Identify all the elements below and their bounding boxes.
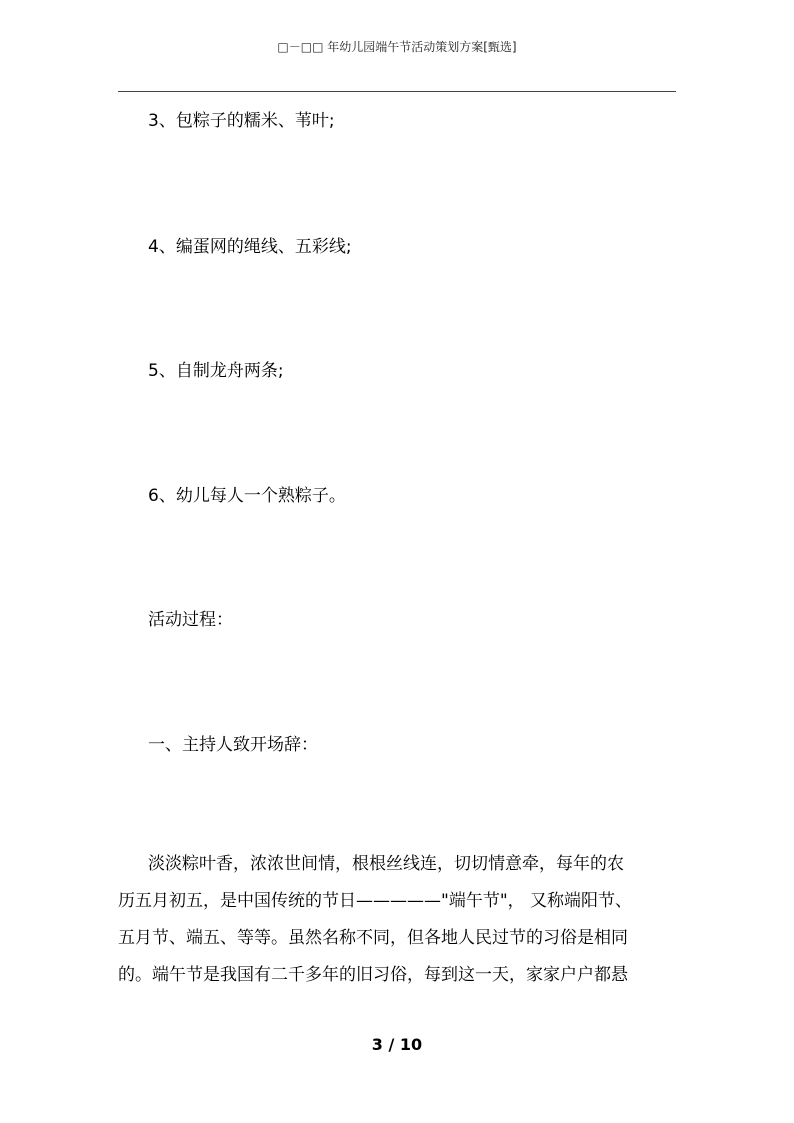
page-header-title: □－□□ 年幼儿园端午节活动策划方案[甄选] (277, 40, 517, 54)
list-item-zongzi: 6、幼儿每人一个熟粽子。 (148, 486, 346, 506)
paragraph-line: 五月节、端五、等等。虽然名称不同，但各地人民过节的习俗是相同 (118, 928, 628, 948)
section-heading-activity-process: 活动过程： (148, 610, 233, 630)
list-item-dragon-boat: 5、自制龙舟两条; (148, 361, 284, 381)
page-number: 3 / 10 (371, 1035, 423, 1054)
list-item-egg-net-thread: 4、编蛋网的绳线、五彩线; (148, 237, 352, 257)
list-item-glutinous-rice: 3、包粽子的糯米、苇叶; (148, 111, 335, 131)
body-paragraph (118, 846, 678, 994)
paragraph-line: 历五月初五，是中国传统的节日—————"端午节"， 又称端阳节、 (118, 891, 633, 911)
paragraph-line: 淡淡粽叶香，浓浓世间情，根根丝线连，切切情意牵，每年的农 (148, 854, 624, 874)
section-heading-opening-speech: 一、主持人致开场辞： (148, 735, 318, 755)
header-divider (118, 91, 676, 92)
paragraph-line: 的。端午节是我国有二千多年的旧习俗，每到这一天，家家户户都悬 (118, 965, 628, 985)
